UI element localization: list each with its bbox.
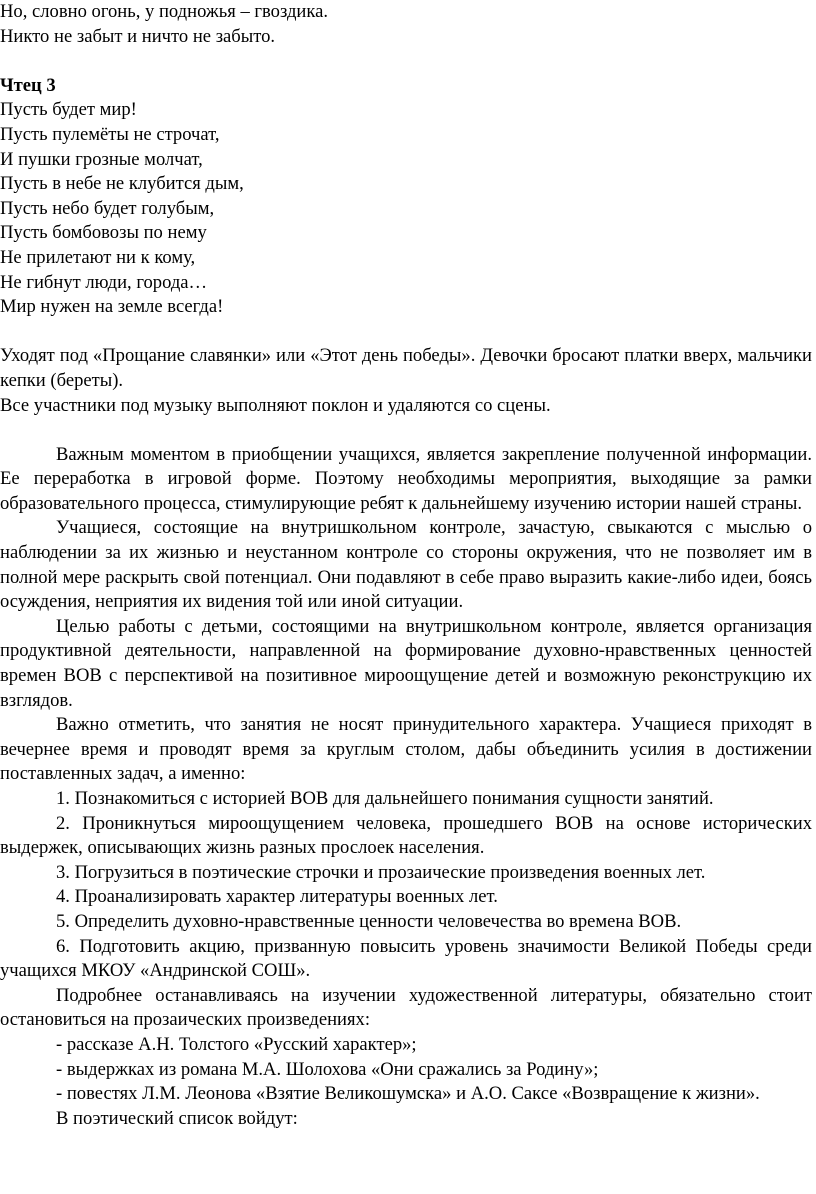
task-item: 4. Проанализировать характер литературы военных лет. (56, 886, 498, 908)
poem-line: Пусть бомбовозы по нему (0, 222, 207, 244)
reader-heading: Чтец 3 (0, 74, 56, 96)
prose-item: - выдержках из романа М.А. Шолохова «Они сражались за Родину»; (56, 1058, 599, 1080)
poem-line: Пусть пулемёты не строчат, (0, 123, 220, 145)
poem-line: И пушки грозные молчат, (0, 148, 203, 170)
body-paragraph: Важным моментом в приобщении учащихся, является закрепление полученной информации. Ее переработка в игровой форме. Поэтому необходимы мероприятия, выходящие за рамки образовательного процесса, стимулирующие ребят к дальнейшему изучению истории нашей страны. (0, 443, 812, 514)
poem-line: Пусть небо будет голубым, (0, 197, 215, 219)
poem-line: Никто не забыт и ничто не забыто. (0, 25, 276, 47)
task-item: 5. Определить духовно-нравственные ценности человечества во времена ВОВ. (56, 910, 682, 932)
prose-item: - рассказе А.Н. Толстого «Русский характер»; (56, 1033, 417, 1055)
body-paragraph: Целью работы с детьми, состоящими на внутришкольном контроле, является организация продуктивной деятельности, направленной на формирование духовно-нравственных ценностей времен ВОВ с перспективой на позитивное мироощущение детей и возможную реконструкцию их взглядов. (0, 615, 812, 711)
stage-direction: Уходят под «Прощание славянки» или «Этот день победы». Девочки бросают платки вверх, мальчики кепки (береты). (0, 345, 812, 391)
task-item: 6. Подготовить акцию, призванную повысить уровень значимости Великой Победы среди учащихся МКОУ «Андринской СОШ». (0, 935, 812, 982)
task-item: 2. Проникнуться мироощущением человека, прошедшего ВОВ на основе исторических выдержек, описывающих жизнь разных прослоек населения. (0, 812, 812, 859)
poem-line: Не прилетают ни к кому, (0, 246, 196, 268)
stage-direction: Все участники под музыку выполняют поклон и удаляются со сцены. (0, 394, 551, 416)
poem-line: Не гибнут люди, города… (0, 271, 208, 293)
body-paragraph: Важно отметить, что занятия не носят принудительного характера. Учащиеся приходят в вечернее время и проводят время за круглым столом, дабы объединить усилия в достижении поставленных задач, а именно: (0, 714, 812, 785)
spacer (0, 49, 812, 74)
spacer (0, 418, 812, 443)
poem-line: Пусть в небе не клубится дым, (0, 173, 244, 195)
poem-line: Но, словно огонь, у подножья – гвоздика. (0, 1, 329, 22)
body-paragraph: Учащиеся, состоящие на внутришкольном контроле, зачастую, свыкаются с мыслью о наблюдении за их жизнью и неустанном контроле со стороны окружения, что не позволяет им в полной мере раскрыть свой потенциал. Они подавляют в себе право выразить какие-либо идеи, боясь осуждения, неприятия их видения той или иной ситуации. (0, 517, 812, 613)
body-paragraph: Подробнее останавливаясь на изучении художественной литературы, обязательно стоит остановиться на прозаических произведениях: (0, 984, 812, 1031)
spacer (0, 320, 812, 345)
poem-line: Пусть будет мир! (0, 99, 137, 121)
body-paragraph: В поэтический список войдут: (56, 1107, 298, 1129)
poem-line: Мир нужен на земле всегда! (0, 296, 224, 318)
task-item: 3. Погрузиться в поэтические строчки и прозаические произведения военных лет. (56, 861, 706, 883)
task-item: 1. Познакомиться с историей ВОВ для дальнейшего понимания сущности занятий. (56, 788, 714, 809)
prose-item: - повестях Л.М. Леонова «Взятие Великошумска» и А.О. Саксе «Возвращение к жизни». (56, 1083, 760, 1105)
